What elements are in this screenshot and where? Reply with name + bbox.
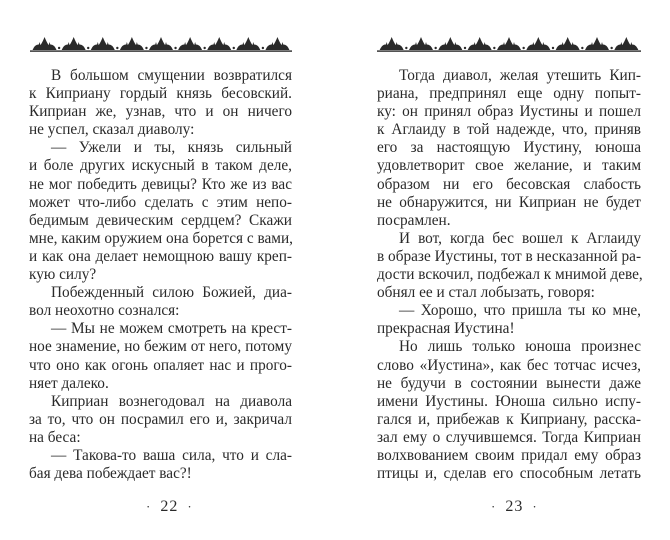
text-line: ное знамение, но бежим от него, потому: [29, 338, 292, 356]
paragraph: [29, 393, 292, 447]
text-line: не будучи в состоянии вынести даже: [377, 374, 641, 392]
text-line: Но лишь только юноша произнес: [399, 338, 641, 356]
text-line: Киприан вознегодовал на диавола: [51, 392, 292, 410]
text-line: в образе Иустины, тот в несказанной ра-: [377, 247, 642, 265]
text-line: Тогда диавол, желая утешить Кип-: [399, 67, 641, 84]
paragraph: [377, 230, 641, 302]
text-line: И вот, когда бес вошел к Аглаиду: [399, 229, 641, 247]
ornament-motif: [62, 37, 90, 50]
text-line: и боле других искусный в таком деле,: [29, 157, 292, 175]
text-line: кую силу?: [29, 266, 97, 284]
text-line: образом ни его бесовская слабость: [377, 175, 641, 193]
ornament-motif: [614, 37, 638, 50]
text-line: В большом смущении возвратился: [51, 67, 292, 84]
right-page: [335, 0, 670, 540]
text-line: может что-либо сделать с этим непо-: [29, 193, 292, 211]
paragraph: [29, 447, 292, 483]
text-line: гался и, прибежав к Киприану, расска-: [377, 410, 641, 428]
text-line: не обнаружится, ни Киприан не будет: [377, 193, 641, 211]
text-line: что оно как огонь опаляет нас и прого-: [29, 356, 292, 374]
text-line: — Такова-то ваша сила, что и сла-: [51, 446, 292, 464]
text-line: мне, каким оружием она борется с вами,: [29, 229, 293, 247]
ornament-header-border: [377, 36, 641, 52]
text-line: посрамлен.: [377, 211, 451, 229]
ornament-motif: [585, 37, 613, 50]
ornament-rule: [377, 50, 641, 51]
text-line: не успел, сказал диаволу:: [29, 121, 195, 139]
text-line: и как она делает немощною вашу креп-: [29, 247, 292, 265]
paragraph: [29, 139, 292, 284]
text-line: имени Иустины. Юноша сильно испу-: [377, 392, 641, 410]
page-text: [377, 67, 641, 483]
ornament-motif: [236, 37, 264, 50]
text-line: его за настоящую Иустину, юноша: [377, 139, 641, 157]
text-line: зал ему о случившемся. Тогда Киприан: [377, 428, 641, 446]
text-line: — Хорошо, что пришла ты ко мне,: [399, 302, 641, 320]
text-line: бедимым девическим сердцем? Скажи: [29, 211, 292, 229]
text-line: обнял ее и стал лобызать, говоря:: [377, 284, 595, 302]
paragraph: [377, 67, 641, 230]
ornament-motif: [178, 37, 206, 50]
text-line: удовлетворит свое желание, и таким: [377, 157, 641, 175]
ornament-motif: [33, 37, 61, 50]
text-line: прекрасная Иустина!: [377, 320, 515, 338]
ornament-motif: [120, 37, 148, 50]
text-line: к Аглаиду в той надежде, что, приняв: [377, 121, 641, 139]
text-line: волхвованием своим придал ему образ: [377, 446, 641, 464]
paragraph: [29, 320, 292, 392]
ornament-motif: [438, 37, 466, 50]
text-line: слово «Иустина», как бес тотчас исчез,: [377, 356, 641, 374]
text-line: ку: он принял образ Иустины и пошел: [377, 103, 641, 121]
text-line: птицы и, сделав его способным летать: [377, 465, 641, 483]
ornament-header-border: [30, 36, 292, 52]
text-line: няет далеко.: [29, 374, 109, 392]
page-number: · 22 ·: [146, 498, 193, 515]
paragraph: [29, 284, 292, 320]
ornament-motif: [497, 37, 525, 50]
text-line: Побежденный силою Божией, диа-: [51, 284, 292, 302]
text-line: — Ужели и ты, князь сильный: [51, 139, 292, 157]
text-line: — Мы не можем смотреть на крест-: [51, 320, 292, 338]
ornament-rule: [30, 50, 292, 51]
text-line: на беса:: [29, 428, 81, 446]
paragraph: [377, 302, 641, 338]
text-line: Киприан же, узнав, что и он ничего: [29, 103, 292, 121]
ornament-motif: [380, 37, 408, 50]
text-line: к Киприану гордый князь бесовский.: [29, 85, 292, 103]
ornament-motif: [91, 37, 119, 50]
paragraph: [29, 67, 292, 139]
ornament-motif: [207, 37, 235, 50]
text-line: вол неохотно сознался:: [29, 302, 180, 320]
ornament-motif: [468, 37, 496, 50]
paragraph: [377, 338, 641, 483]
text-line: не мог победить девицы? Кто же из вас: [29, 175, 292, 193]
text-line: риана, предпринял еще одну попыт-: [377, 85, 641, 103]
ornament-motif: [149, 37, 177, 50]
text-line: дости вскочил, подбежал к мнимой деве,: [377, 266, 643, 284]
page-text: [29, 67, 292, 483]
ornament-motif: [526, 37, 554, 50]
ornament-motif: [556, 37, 584, 50]
ornament-motif: [265, 37, 289, 50]
page-number: · 23 ·: [491, 498, 538, 515]
text-line: за то, что он посрамил его и, закричал: [29, 410, 292, 428]
text-line: бая дева побеждает вас?!: [29, 465, 192, 483]
ornament-motif: [409, 37, 437, 50]
